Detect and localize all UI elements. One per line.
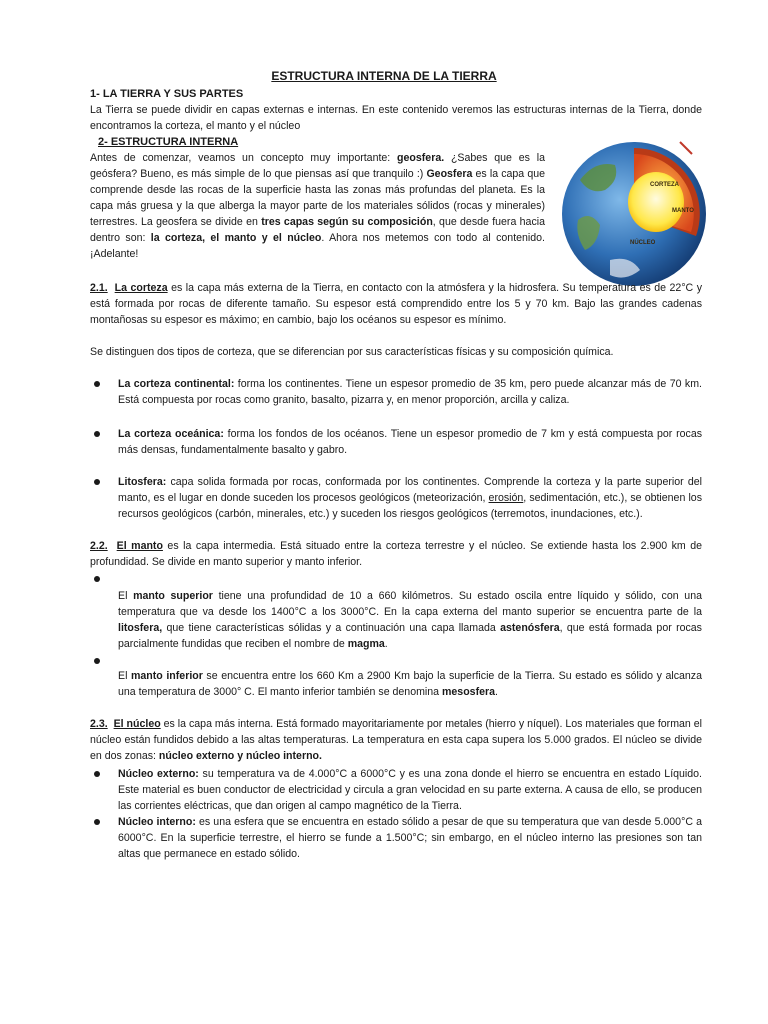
bullet-icon: [94, 431, 100, 437]
section-2-1-text: 2.1. La corteza es la capa más externa de la Tierra, en contacto con la atmósfera y la hidrosfera. Su temperatura es de 22°C y está formada por rocas de diferente tamaño. Su espesor está comprendido entre los 5 y 70 km. Bajo las grandes cadenas montañosas su espesor es máximo; en cambio, bajo los océanos su espesor es mínimo.: [90, 282, 702, 326]
manto-inferior-text: El manto inferior se encuentra entre los 660 Km a 2900 Km bajo la superficie de la Tierra. Su estado es sólido y alcanza una temperatura de 3000° C. El manto inferior también se denomina mesosfera.: [118, 670, 702, 698]
bullet-icon: [94, 771, 100, 777]
list-item-litosfera: Litosfera: capa solida formada por rocas, conformada por los continentes. Comprende la corteza y la parte superior del manto, es el lugar en donde suceden los procesos geológicos (meteorización, erosión, sedimentación, etc.), se obtienen los recursos geológicos (carbón, minerales, etc.) y suceden los riesgos geológicos (terremotos, inundaciones, etc.).: [118, 476, 702, 520]
section-2-2-text: 2.2. El manto es la capa intermedia. Está situado entre la corteza terrestre y el núcleo. Se extiende hasta los 2.900 km de profundidad. Se divide en manto superior y manto inferior.: [90, 540, 703, 568]
nucleo-externo-text: Núcleo externo: su temperatura va de 4.000°C a 6000°C y es una zona donde el hierro se encuentra en estado Líquido. Este material es buen conductor de electricidad y circula a gran velocidad en su parte externa. A causa de ello, se producen las corrientes eléctricas, que dan origen al campo magnético de la Tierra.: [118, 768, 702, 812]
section-2-1-intro: Se distinguen dos tipos de corteza, que se diferencian por sus características físicas y su composición química.: [90, 346, 614, 358]
page-title: ESTRUCTURA INTERNA DE LA TIERRA: [271, 69, 497, 83]
section-2-text: Antes de comenzar, veamos un concepto muy importante: geosfera. ¿Sabes que es la geósfera? Bueno, es más simple de lo que piensas así que tranquilo :) Geosfera es la capa que comprende desde las rocas de la superficie hasta las zonas más profundas del planeta. Es la capa más gruesa y la que alberga la mayor parte de los materiales sólidos (rocas y minerales) terrestres. La geosfera se divide en tres capas según su composición, que desde fuera hacia dentro son: la corteza, el manto y el núcleo. Ahora nos metemos con todo al contenido. ¡Adelante!: [90, 152, 546, 260]
list-item-corteza-continental: La corteza continental: forma los continentes. Tiene un espesor promedio de 35 km, pero puede alcanzar más de 70 km. Está compuesta por rocas como granito, basalto, pizarra y, en menor proporción, arcilla y caliza.: [118, 378, 702, 406]
earth-label-nucleo: NÚCLEO: [630, 240, 656, 246]
section-1-text: La Tierra se puede dividir en capas externas e internas. En este contenido veremos las estructuras internas de la Tierra, donde encontramos la corteza, el manto y el núcleo: [90, 104, 702, 132]
erosion-link[interactable]: erosión: [488, 492, 524, 504]
bullet-icon: [94, 381, 100, 387]
earth-cutaway-illustration: [560, 140, 708, 288]
manto-superior-text: El manto superior tiene una profundidad de 10 a 660 kilómetros. Su estado oscila entre líquido y sólido, con una temperatura que va desde los 1400°C a los 3000°C. En la capa externa del manto superior se encuentra parte de la litosfera, que tiene características sólidas y a continuación una capa llamada astenósfera, que está formada por rocas parcialmente fundidas que reciben el nombre de magma.: [118, 590, 702, 650]
earth-label-corteza: CORTEZA: [650, 182, 679, 188]
section-2-heading: 2- ESTRUCTURA INTERNA: [98, 136, 239, 148]
bullet-icon: [94, 576, 100, 582]
section-1-heading: 1- LA TIERRA Y SUS PARTES: [90, 88, 244, 100]
section-2-3-text: 2.3. El núcleo es la capa más interna. Está formado mayoritariamente por metales (hierro y níquel). Los materiales que forman el núcleo están fundidos debido a las altas temperaturas. La temperatura en esta capa supera los 5.000 grados. El núcleo se divide en dos zonas: núcleo externo y núcleo interno.: [90, 718, 703, 762]
bullet-icon: [94, 658, 100, 664]
earth-label-manto: MANTO: [672, 208, 694, 214]
bullet-icon: [94, 479, 100, 485]
bullet-icon: [94, 819, 100, 825]
nucleo-interno-text: Núcleo interno: es una esfera que se encuentra en estado sólido a pesar de que su temperatura que van desde 5.000°C a 6000°C. En la superficie terrestre, el hierro se funde a 1.500°C; sin embargo, en el núcleo interno las presiones son tan altas que permanece en estado sólido.: [118, 816, 702, 860]
list-item-corteza-oceanica: La corteza oceánica: forma los fondos de los océanos. Tiene un espesor promedio de 7 km y está compuesta por rocas más densas, fundamentalmente basalto y gabro.: [118, 428, 703, 456]
